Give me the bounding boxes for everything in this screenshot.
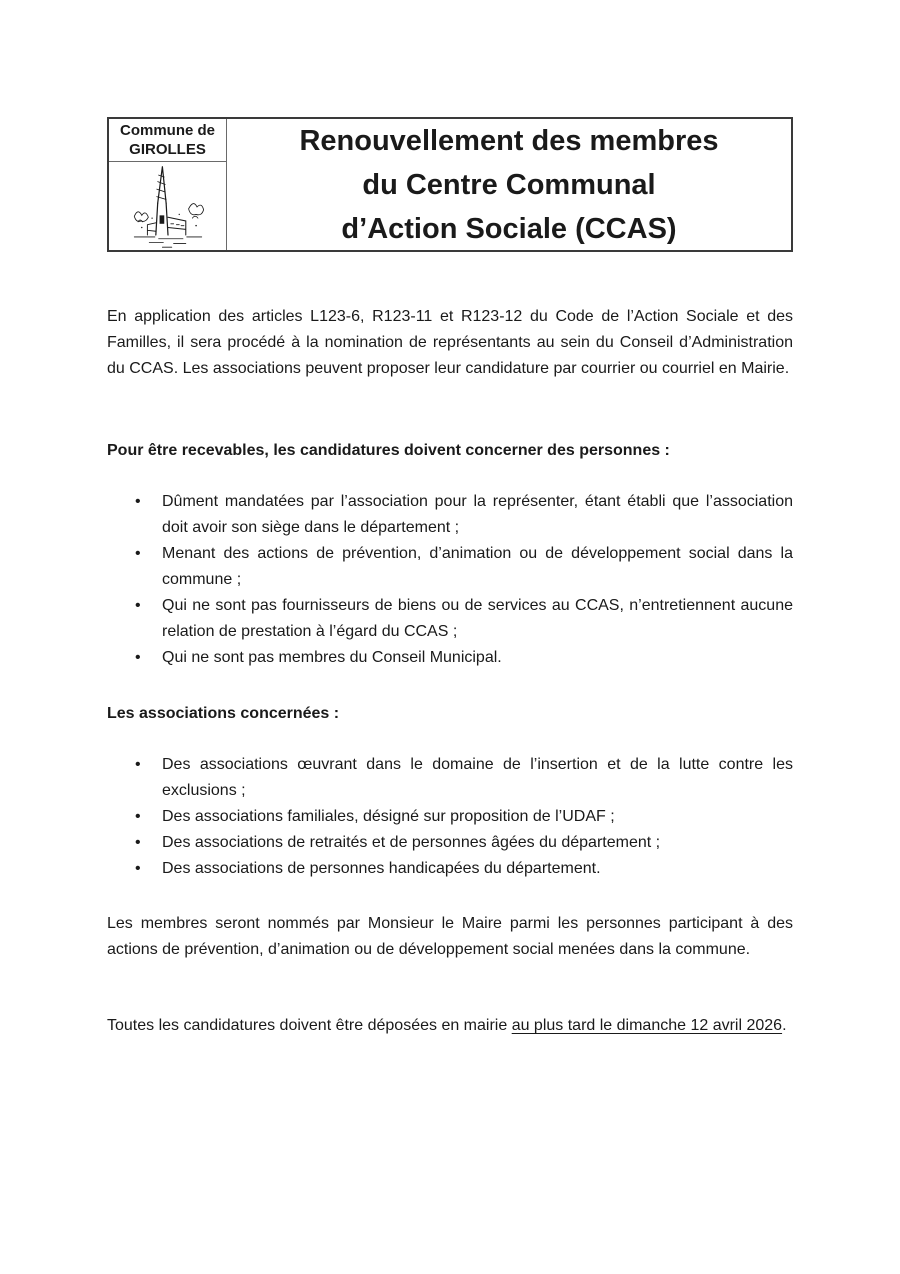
title-line2: du Centre Communal [362, 168, 656, 201]
church-etching-icon [121, 162, 215, 250]
document-title [227, 119, 791, 250]
bullet-item: • Des associations de personnes handicapées du département. [135, 856, 793, 882]
title-line3: d’Action Sociale (CCAS) [341, 212, 677, 245]
closing-paragraph: Les membres seront nommés par Monsieur le Maire parmi les personnes participant à des actions de prévention, d’animation ou de développement social menées dans la commune. [107, 915, 793, 958]
bullet-item: • Qui ne sont pas membres du Conseil Municipal. [135, 645, 793, 671]
bullet-item: • Des associations de retraités et de personnes âgées du département ; [135, 830, 793, 856]
commune-logo-cell [109, 162, 226, 250]
deadline-suffix: . [782, 1017, 787, 1034]
section2-heading: Les associations concernées : [107, 705, 340, 722]
bullet-item: • Qui ne sont pas fournisseurs de biens ou de services au CCAS, n’entretiennent aucune relation de prestation à l’égard du CCAS ; [135, 593, 793, 645]
intro-paragraph: En application des articles L123-6, R123-11 et R123-12 du Code de l’Action Sociale et des Familles, il sera procédé à la nomination de représentants au sein du Conseil d’Administration du CCAS. Les associations peuvent proposer leur candidature par courrier ou courriel en Mairie. [107, 308, 793, 377]
deadline-paragraph [107, 1013, 793, 1039]
section1-bullet-list [135, 489, 793, 671]
bullet-item: • Menant des actions de prévention, d’animation ou de développement social dans la commune ; [135, 541, 793, 593]
deadline-date: au plus tard le dimanche 12 avril 2026 [511, 1017, 783, 1034]
document-page [107, 0, 793, 1039]
section2-bullet-list [135, 752, 793, 882]
bullet-item: • Des associations œuvrant dans le domaine de l’insertion et de la lutte contre les exclusions ; [135, 752, 793, 804]
header-table [107, 117, 793, 252]
commune-name [109, 119, 226, 162]
header-left-column [109, 119, 227, 250]
commune-name-line2: GIROLLES [129, 141, 206, 158]
deadline-prefix: Toutes les candidatures doivent être déposées en mairie [107, 1017, 512, 1034]
section1-heading: Pour être recevables, les candidatures doivent concerner des personnes : [107, 442, 670, 459]
bullet-item: • Des associations familiales, désigné sur proposition de l’UDAF ; [135, 804, 793, 830]
bullet-item: • Dûment mandatées par l’association pour la représenter, étant établi que l’association doit avoir son siège dans le département ; [135, 489, 793, 541]
title-line1: Renouvellement des membres [299, 124, 719, 157]
commune-name-line1: Commune de [119, 122, 215, 139]
